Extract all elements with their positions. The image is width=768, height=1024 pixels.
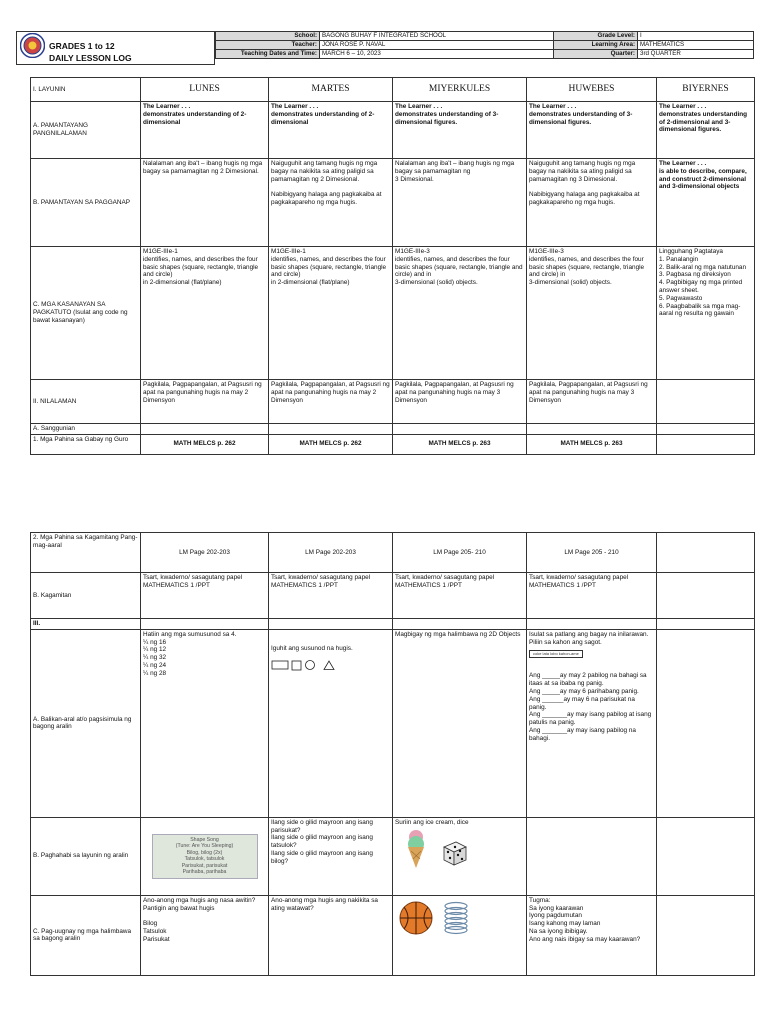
school-value: BAGONG BUHAY F INTEGRATED SCHOOL [320, 32, 554, 41]
kagamitan-label: B. Kagamitan [31, 573, 141, 619]
balik-aral-label: A. Balikan-aral at/o pagsisimula ng bagong aralin [31, 629, 141, 817]
kasanayan-label [31, 247, 141, 380]
table-cell [393, 817, 527, 895]
section-iii-label: III. [31, 619, 141, 630]
table-cell: Magbigay ng mga halimbawa ng 2D Objects [393, 629, 527, 817]
table-cell [269, 619, 393, 630]
table-cell: Ano-anong mga hugis ang nasa awitin? Pantigin ang bawat hugis Bilog Tatsulok Parisukat [141, 895, 269, 975]
table-cell: LM Page 205 - 210 [527, 533, 657, 573]
song-line: Parihaba, parihaba [182, 869, 227, 876]
table-cell: Pagkilala, Pagpapangalan, at Pagsusri ng apat na pangunahing hugis na may 3 Dimensyon [393, 380, 527, 424]
day-header: LUNES [141, 78, 269, 102]
table-cell: Pagkilala, Pagpapangalan, at Pagsusri ng apat na pangunahing hugis na may 3 Dimensyon [527, 380, 657, 424]
table-cell: MATH MELCS p. 263 [527, 434, 657, 454]
song-title: Shape Song [190, 836, 219, 843]
layunin-label: I. LAYUNIN [31, 78, 141, 102]
ice-cream-icon [405, 829, 427, 869]
table-cell: Nalalaman ang iba't – ibang hugis ng mga bagay sa pamamagitan ng 2 Dimesional. [141, 159, 269, 247]
day-header: BIYERNES [657, 78, 755, 102]
table-cell: The Learner . . . demonstrates understanding of 3-dimensional figures. [527, 102, 657, 159]
header-info-table [215, 31, 754, 59]
dates-label: Teaching Dates and Time: [216, 50, 320, 59]
song-line: Parisukat, parisukat [181, 862, 228, 869]
table-cell: Hatiin ang mga sumusunod sa 4. ¼ ng 16 ¼ ng 12 ¼ ng 32 ¼ ng 24 ¼ ng 28 [141, 629, 269, 817]
table-cell: Tsart, kwaderno/ sasagutang papel MATHEMATICS 1 /PPT [269, 573, 393, 619]
kasanayan-label-main: C. MGA KASANAYAN SA PAGKATUTO [33, 301, 106, 317]
table-cell [527, 619, 657, 630]
log-title-line2: DAILY LESSON LOG [49, 53, 132, 63]
paghahabi-label: B. Paghahabi sa layunin ng aralin [31, 817, 141, 895]
quarter-label: Quarter: [554, 50, 638, 59]
nilalaman-label: II. NILALAMAN [31, 380, 141, 424]
pagganap-label: B. PAMANTAYAN SA PAGGANAP [31, 159, 141, 247]
teacher-label: Teacher: [216, 41, 320, 50]
instruction-text: Suriin ang ice cream, dice [395, 818, 469, 826]
instruction-text: Iguhit ang susunod na hugis. [271, 644, 353, 652]
log-title-line1: GRADES 1 to 12 [49, 41, 115, 51]
table-cell: The Learner . . . demonstrates understanding of 2-dimensional [269, 102, 393, 159]
grade-label: Grade Level: [554, 32, 638, 41]
table-cell: LM Page 202-203 [269, 533, 393, 573]
table-cell: Tugma: Sa iyong kaarawan Iyong pagdumutan Isang kahong may laman Na sa iyong ibibigay. Ano ang nais ibigay sa may kaarawan? [527, 895, 657, 975]
table-cell [657, 424, 755, 435]
table-cell: MATH MELCS p. 262 [141, 434, 269, 454]
kasanayan-label-note: (Isulat ang code ng bawat kasanayan) [33, 309, 128, 324]
title-box [16, 31, 215, 65]
table-cell: Naiguguhit ang tamang hugis ng mga bagay na nakikita sa ating paligid sa pamamagitan ng 2 Dimesional. Nabibigyang halaga ang pagkakaiba at pagkakapareho ng mga hugis. [269, 159, 393, 247]
area-value: MATHEMATICS [638, 41, 754, 50]
table-cell [657, 434, 755, 454]
table-cell [393, 424, 527, 435]
word-choice-box: coke lata lobo kahon-ame [529, 650, 583, 658]
table-cell: Tsart, kwaderno/ sasagutang papel MATHEMATICS 1 /PPT [527, 573, 657, 619]
table-cell [657, 619, 755, 630]
dice-icon [441, 839, 469, 867]
table-cell: Tsart, kwaderno/ sasagutang papel MATHEMATICS 1 /PPT [393, 573, 527, 619]
table-cell: Nalalaman ang iba't – ibang hugis ng mga bagay sa pamamagitan ng 3 Dimesional. [393, 159, 527, 247]
song-line: Bilog, bilog (2x) [186, 849, 223, 856]
table-cell: M1GE-IIIe-1 identifies, names, and describes the four basic shapes (square, rectangle, triangle and circle) in 2-dimensional (flat/plane) [141, 247, 269, 380]
table-cell: LM Page 202-203 [141, 533, 269, 573]
table-cell [657, 573, 755, 619]
kagamitan-pages-label: 2. Mga Pahina sa Kagamitang Pang-mag-aaral [31, 533, 141, 573]
table-cell: M1GE-IIIe-3 identifies, names, and describes the four basic shapes (square, rectangle, triangle and circle) in 3-dimensional (solid) objects. [527, 247, 657, 380]
table-cell [527, 424, 657, 435]
day-header: MARTES [269, 78, 393, 102]
gabay-label: 1. Mga Pahina sa Gabay ng Guro [31, 434, 141, 454]
table-cell: Pagkilala, Pagpapangalan, at Pagsusri ng apat na pangunahing hugis na may 2 Dimensyon [141, 380, 269, 424]
table-cell: Ano-anong mga hugis ang nakikita sa ating watawat? [269, 895, 393, 975]
table-cell [269, 629, 393, 817]
basketball-icon [399, 901, 433, 935]
day-header: MIYERKULES [393, 78, 527, 102]
song-line: Tatsulok, tatsulok [184, 856, 225, 863]
pamantayang-label: A. PAMANTAYANG PANGNILALAMAN [31, 102, 141, 159]
table-cell: M1GE-IIIe-1 identifies, names, and describes the four basic shapes (square, rectangle, triangle and circle) in 2-dimensional (flat/plane) [269, 247, 393, 380]
shape-sequence [271, 659, 390, 674]
table-cell: The Learner . . . demonstrates understanding of 2-dimensional and 3-dimensional figures. [657, 102, 755, 159]
table-cell: Ilang side o gilid mayroon ang isang parisukat? Ilang side o gilid mayroon ang isang tatsulok? Ilang side o gilid mayroon ang isang bilog? [269, 817, 393, 895]
table-cell: M1GE-IIIe-3 identifies, names, and describes the four basic shapes (square, rectangle, triangle and circle) and in 3-dimensional (solid) objects. [393, 247, 527, 380]
table-cell [141, 619, 269, 630]
table-cell: The Learner . . . demonstrates understanding of 3-dimensional figures. [393, 102, 527, 159]
table-cell: MATH MELCS p. 263 [393, 434, 527, 454]
table-cell: LM Page 205- 210 [393, 533, 527, 573]
table-cell [393, 619, 527, 630]
fill-in-questions: Ang _____ay may 2 pabilog na bahagi sa itaas at sa ibaba ng panig. Ang _____ay may 6 parihabang panig. Ang ______ay may 6 na parisukat na panig. Ang _______ay may isang pabilog at isang patulis na panig. Ang _______ay may isang pabilog na bahagi. [529, 672, 652, 742]
pag-uugnay-label: C. Pag-uugnay ng mga halimbawa sa bagong aralin [31, 895, 141, 975]
table-cell: MATH MELCS p. 262 [269, 434, 393, 454]
song-line: (Tune: Are You Sleeping) [175, 843, 234, 850]
table-cell [269, 424, 393, 435]
table-cell [141, 424, 269, 435]
table-cell [657, 895, 755, 975]
table-cell [657, 533, 755, 573]
table-cell [527, 817, 657, 895]
school-label: School: [216, 32, 320, 41]
teacher-value: JONA ROSE P. NAVAL [320, 41, 554, 50]
table-cell: The Learner . . . is able to describe, compare, and construct 2-dimensional and 3-dimensional objects [657, 159, 755, 247]
grade-value: I [638, 32, 754, 41]
lesson-table-part1 [30, 77, 755, 455]
table-cell [141, 817, 269, 895]
area-label: Learning Area: [554, 41, 638, 50]
table-cell: Tsart, kwaderno/ sasagutang papel MATHEMATICS 1 /PPT [141, 573, 269, 619]
table-cell [393, 895, 527, 975]
quarter-value: 3rd QUARTER [638, 50, 754, 59]
table-cell: Lingguhang Pagtataya 1. Panalangin 2. Balik-aral ng mga natutunan 3. Pagbasa ng direksiyon 4. Pagbibigay ng mga printed answer sheet. 5. Pagwawasto 6. Paagbabalik sa mga mag-aaral ng resulta ng gawain [657, 247, 755, 380]
day-header: HUWEBES [527, 78, 657, 102]
spring-coil-icon [443, 901, 469, 935]
table-cell [657, 817, 755, 895]
table-cell: Pagkilala, Pagpapangalan, at Pagsusri ng apat na pangunahing hugis na may 2 Dimensyon [269, 380, 393, 424]
sanggunian-label: A. Sanggunian [31, 424, 141, 435]
table-cell: The Learner . . . demonstrates understanding of 2-dimensional [141, 102, 269, 159]
instruction-text: Isulat sa patlang ang bagay na inilarawan. Piliin sa kahon ang sagot. [529, 630, 649, 646]
shape-song-card [152, 834, 258, 880]
table-cell [527, 629, 657, 817]
table-cell [657, 380, 755, 424]
lesson-table-part2 [30, 532, 755, 976]
table-cell [657, 629, 755, 817]
dates-value: MARCH 6 – 10, 2023 [320, 50, 554, 59]
table-cell: Naiguguhit ang tamang hugis ng mga bagay na nakikita sa ating paligid sa pamamagitan ng 3 Dimesional. Nabibigyang halaga ang pagkakaiba at pagkakapareho ng mga hugis. [527, 159, 657, 247]
